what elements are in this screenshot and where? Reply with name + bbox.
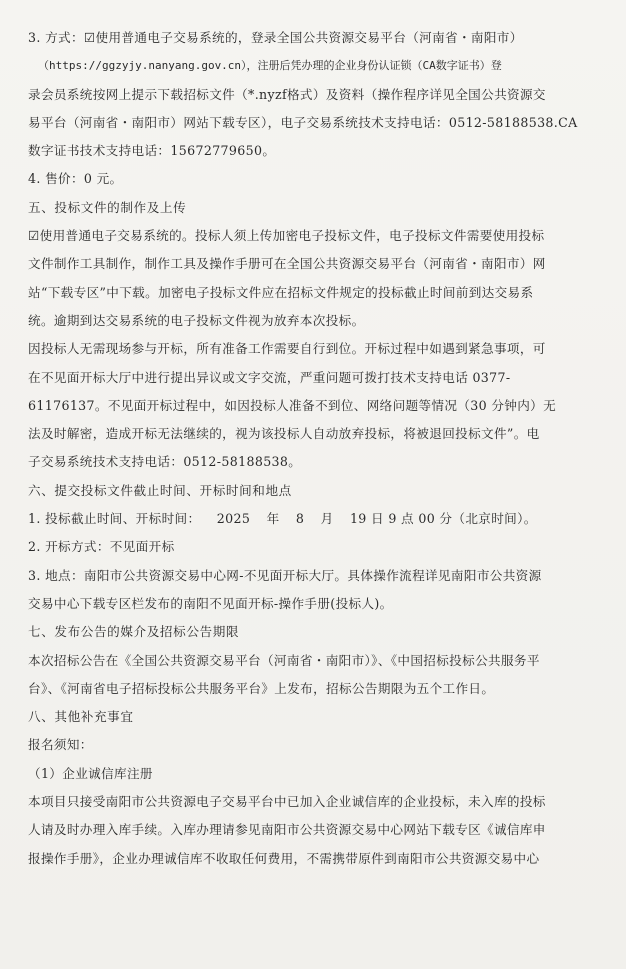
text-line: 本项目只接受南阳市公共资源电子交易平台中已加入企业诚信库的企业投标，未入库的投标	[28, 794, 546, 810]
deadline-time: 9 点 00 分（北京时间）。	[388, 511, 537, 527]
text-line: 本次招标公告在《全国公共资源交易平台（河南省・南阳市）》、《中国招标投标公共服务平	[28, 652, 540, 668]
section-heading: 七、发布公告的媒介及招标公告期限	[28, 624, 240, 640]
text-line: 子交易系统技术支持电话：0512-58188538。	[28, 454, 302, 470]
section-3-method	[28, 24, 596, 194]
text-line: ☑使用普通电子交易系统的。投标人须上传加密电子投标文件，电子投标文件需要使用投标	[28, 228, 545, 244]
section-heading: 五、投标文件的制作及上传	[28, 199, 187, 215]
section-6-deadline	[28, 477, 596, 618]
text-line: 台》、《河南省电子招标投标公共服务平台》上发布，招标公告期限为五个工作日。	[28, 680, 495, 696]
section-7-media	[28, 618, 596, 703]
deadline-month: 8	[295, 511, 305, 527]
notice-label: 报名须知：	[28, 737, 93, 753]
text-line: 文件制作工具制作，制作工具及操作手册可在全国公共资源交易平台（河南省・南阳市）网	[28, 256, 546, 272]
text-line: 在不见面开标大厅中进行提出异议或文字交流，严重问题可拨打技术支持电话 0377-	[28, 369, 511, 385]
text-line: 统。逾期到达交易系统的电子投标文件视为放弃本次投标。	[28, 312, 365, 328]
deadline-day: 19	[349, 511, 367, 527]
section-8-other	[28, 703, 596, 873]
text-line: 因投标人无需现场参与开标，所有准备工作需要自行到位。开标过程中如遇到紧急事项，可	[28, 341, 546, 357]
text-line: 易平台（河南省・南阳市）网站下载专区），电子交易系统技术支持电话：0512-58188538.CA	[28, 114, 578, 130]
text-line: 61176137。不见面开标过程中，如因投标人准备不到位、网络问题等情况（30 分钟内）无	[28, 397, 557, 413]
text-line: 数字证书技术支持电话：15672779650。	[28, 143, 276, 159]
text-line: 报操作手册》，企业办理诚信库不收取任何费用，不需携带原件到南阳市公共资源交易中心	[28, 850, 540, 866]
text-line: 交易中心下载专区栏发布的南阳不见面开标-操作手册(投标人)。	[28, 595, 393, 611]
text-line: （https://ggzyjy.nanyang.gov.cn），注册后凭办理的企业身份认证锁（CA数字证书）登	[38, 59, 502, 73]
text-line: 法及时解密，造成开标无法继续的，视为该投标人自动放弃投标，将被退回投标文件”。电	[28, 426, 540, 442]
price-line: 4. 售价：0 元。	[28, 171, 123, 187]
section-heading: 八、其他补充事宜	[28, 709, 134, 725]
deadline-line	[28, 505, 596, 533]
sub-heading: （1）企业诚信库注册	[28, 765, 153, 781]
method-line: 2. 开标方式：不见面开标	[28, 539, 175, 555]
deadline-label: 1. 投标截止时间、开标时间：	[28, 511, 201, 527]
text-line: 录会员系统按网上提示下载招标文件（*.nyzf格式）及资料（操作程序详见全国公共资源交	[28, 86, 546, 102]
text-line: 站“下载专区”中下载。加密电子投标文件应在招标文件规定的投标截止时间前到达交易系	[28, 284, 534, 300]
deadline-year: 2025	[216, 511, 251, 527]
text-line: 人请及时办理入库手续。入库办理请参见南阳市公共资源交易中心网站下载专区《诚信库申	[28, 822, 546, 838]
section-5-bid-files	[28, 194, 596, 477]
text-line: 3. 地点：南阳市公共资源交易中心网-不见面开标大厅。具体操作流程详见南阳市公共资源	[28, 567, 542, 583]
section-heading: 六、提交投标文件截止时间、开标时间和地点	[28, 482, 292, 498]
text-line: 3. 方式：☑使用普通电子交易系统的，登录全国公共资源交易平台（河南省・南阳市）	[28, 30, 523, 45]
deadline-year-unit: 年	[266, 511, 280, 527]
deadline-month-unit: 月	[320, 511, 334, 527]
deadline-day-unit: 日	[371, 511, 384, 527]
